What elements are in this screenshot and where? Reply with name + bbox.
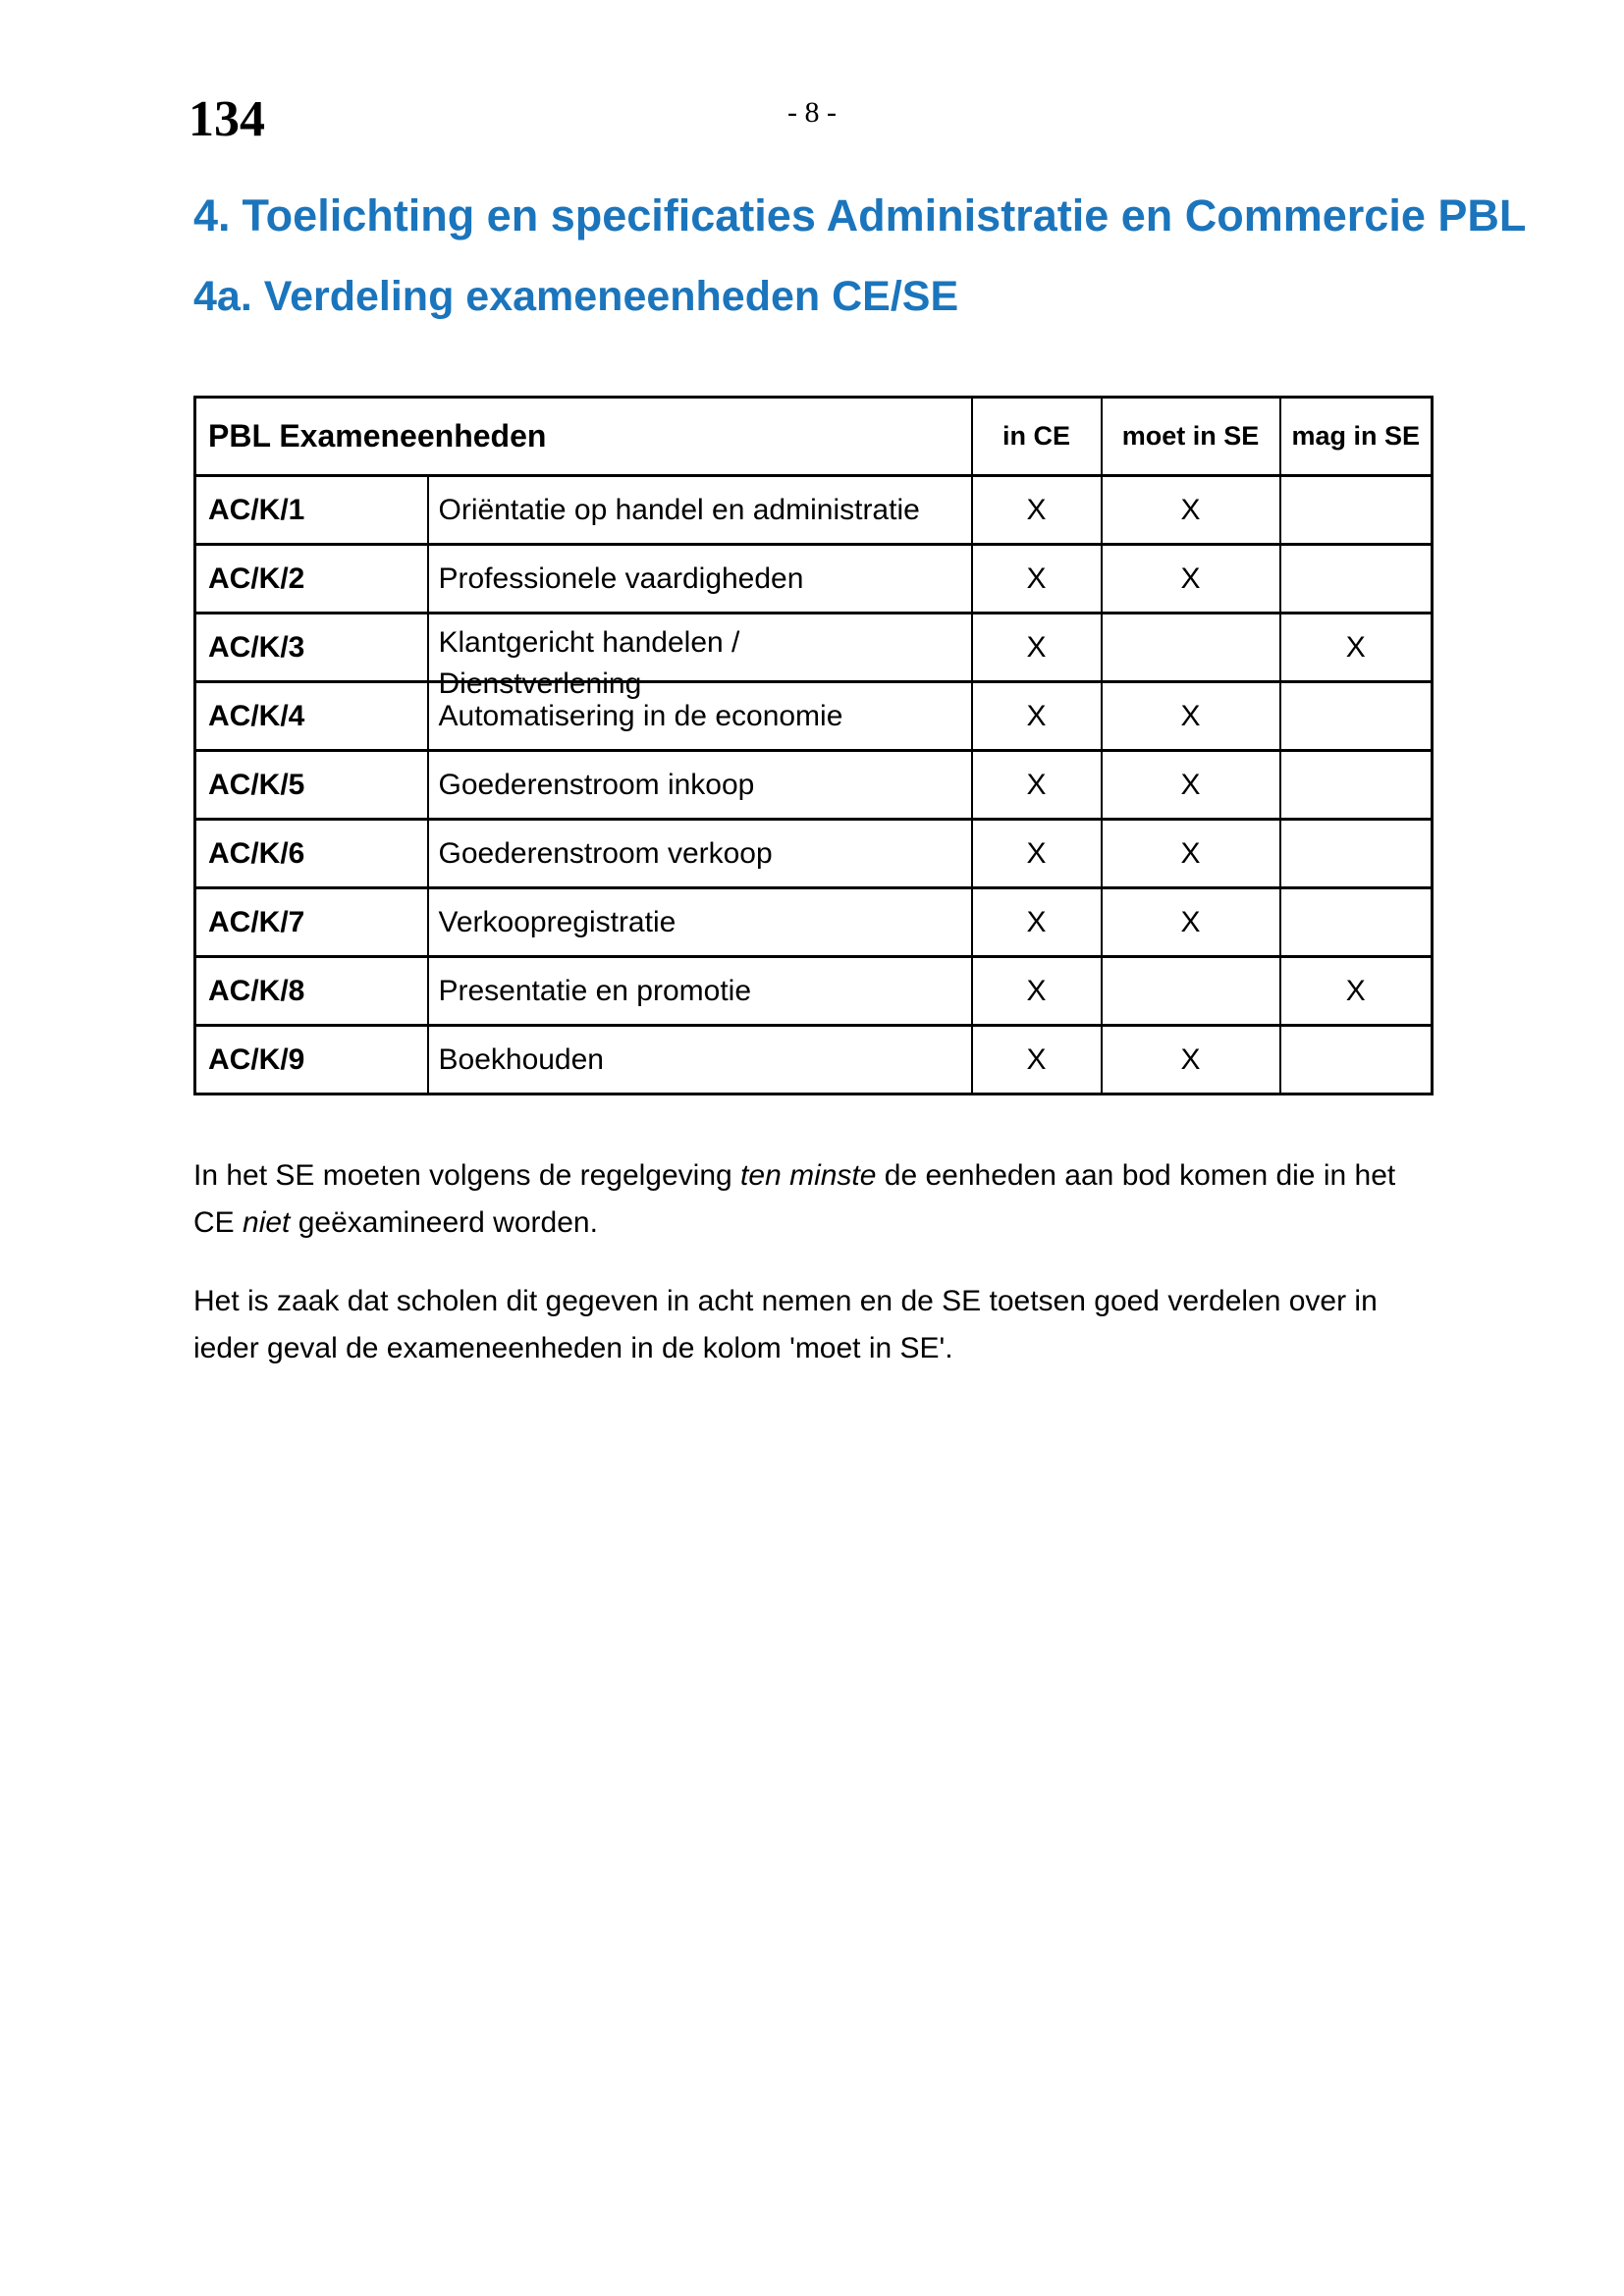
table-row	[195, 545, 1433, 614]
body-paragraph	[193, 1278, 1442, 1372]
exam-unit-title-line1: Goederenstroom verkoop	[438, 836, 773, 870]
table-row	[195, 888, 1433, 957]
mark-in-ce: X	[972, 545, 1102, 614]
exam-unit-title	[428, 751, 972, 820]
mark-in-ce: X	[972, 957, 1102, 1026]
mark-moet-in-se: X	[1102, 545, 1280, 614]
body-text-segment: geëxamineerd worden.	[290, 1206, 598, 1239]
exam-unit-code: AC/K/2	[195, 545, 428, 614]
mark-mag-in-se	[1280, 820, 1433, 888]
mark-mag-in-se	[1280, 545, 1433, 614]
mark-in-ce: X	[972, 614, 1102, 682]
mark-moet-in-se: X	[1102, 682, 1280, 751]
table-row	[195, 820, 1433, 888]
body-text-segment: Het is zaak dat scholen dit gegeven in acht nemen en de SE toetsen goed verdelen over in ieder geval de exameneenheden in de kolom 'moet in SE'.	[193, 1285, 1378, 1364]
mark-mag-in-se	[1280, 751, 1433, 820]
body-text-segment: de eenheden aan bod komen die in het CE	[193, 1159, 1396, 1239]
table-header-moet-in-se: moet in SE	[1102, 398, 1280, 476]
exam-unit-title	[428, 476, 972, 545]
mark-moet-in-se	[1102, 614, 1280, 682]
exam-unit-title-line1: Goederenstroom inkoop	[438, 768, 755, 801]
section-heading-text: Toelichting en specificaties Administratie en Commercie PBL	[242, 190, 1527, 240]
mark-mag-in-se	[1280, 476, 1433, 545]
mark-moet-in-se	[1102, 957, 1280, 1026]
exam-unit-title-line1: Klantgericht handelen /	[438, 626, 740, 659]
exam-unit-title-line2: Dienstverlening	[438, 667, 642, 700]
subsection-heading-number: 4a.	[193, 273, 252, 320]
mark-moet-in-se: X	[1102, 476, 1280, 545]
table-row	[195, 682, 1433, 751]
body-text-italic-segment: ten minste	[740, 1159, 877, 1192]
table-header-row	[195, 398, 1433, 476]
exam-unit-title-line1: Boekhouden	[438, 1042, 604, 1076]
mark-in-ce: X	[972, 476, 1102, 545]
exam-unit-code: AC/K/3	[195, 614, 428, 682]
exam-unit-title	[428, 888, 972, 957]
table-header-in-ce: in CE	[972, 398, 1102, 476]
subsection-heading-text: Verdeling exameneenheden CE/SE	[263, 273, 959, 320]
table-header-main: PBL Exameneenheden	[195, 398, 972, 476]
table-row	[195, 1026, 1433, 1095]
exam-unit-code: AC/K/4	[195, 682, 428, 751]
exam-unit-title-line1: Verkoopregistratie	[438, 905, 677, 938]
page-header-folio: - 8 -	[787, 96, 837, 129]
exam-unit-title-line1: Professionele vaardigheden	[438, 561, 804, 595]
table-row	[195, 751, 1433, 820]
exam-unit-code: AC/K/1	[195, 476, 428, 545]
exam-units-table	[193, 396, 1434, 1095]
table-header-mag-in-se: mag in SE	[1280, 398, 1433, 476]
mark-mag-in-se	[1280, 682, 1433, 751]
page-number-stamp: 134	[189, 91, 265, 147]
table-row	[195, 614, 1433, 682]
body-text-segment: In het SE moeten volgens de regelgeving	[193, 1159, 741, 1192]
table-row	[195, 957, 1433, 1026]
subsection-heading	[193, 273, 959, 320]
exam-unit-title-line1: Oriëntatie op handel en administratie	[438, 493, 920, 526]
body-paragraph	[193, 1152, 1442, 1247]
mark-moet-in-se: X	[1102, 751, 1280, 820]
mark-moet-in-se: X	[1102, 820, 1280, 888]
mark-in-ce: X	[972, 1026, 1102, 1095]
mark-mag-in-se	[1280, 1026, 1433, 1095]
mark-moet-in-se: X	[1102, 888, 1280, 957]
exam-unit-code: AC/K/5	[195, 751, 428, 820]
mark-mag-in-se: X	[1280, 957, 1433, 1026]
mark-in-ce: X	[972, 751, 1102, 820]
mark-in-ce: X	[972, 682, 1102, 751]
mark-mag-in-se: X	[1280, 614, 1433, 682]
body-text-italic-segment: niet	[243, 1206, 291, 1239]
exam-unit-code: AC/K/7	[195, 888, 428, 957]
mark-in-ce: X	[972, 820, 1102, 888]
exam-unit-title	[428, 545, 972, 614]
body-text	[193, 1152, 1442, 1372]
exam-unit-title-line1: Automatisering in de economie	[438, 699, 843, 732]
exam-unit-code: AC/K/6	[195, 820, 428, 888]
exam-unit-code: AC/K/9	[195, 1026, 428, 1095]
exam-unit-title	[428, 957, 972, 1026]
exam-unit-title	[428, 1026, 972, 1095]
exam-unit-title	[428, 614, 972, 700]
exam-unit-title	[428, 820, 972, 888]
exam-unit-title-line1: Presentatie en promotie	[438, 974, 752, 1007]
exam-unit-code: AC/K/8	[195, 957, 428, 1026]
table-row	[195, 476, 1433, 545]
mark-mag-in-se	[1280, 888, 1433, 957]
section-heading-number: 4.	[193, 190, 231, 240]
mark-in-ce: X	[972, 888, 1102, 957]
mark-moet-in-se: X	[1102, 1026, 1280, 1095]
section-heading	[193, 190, 1527, 240]
